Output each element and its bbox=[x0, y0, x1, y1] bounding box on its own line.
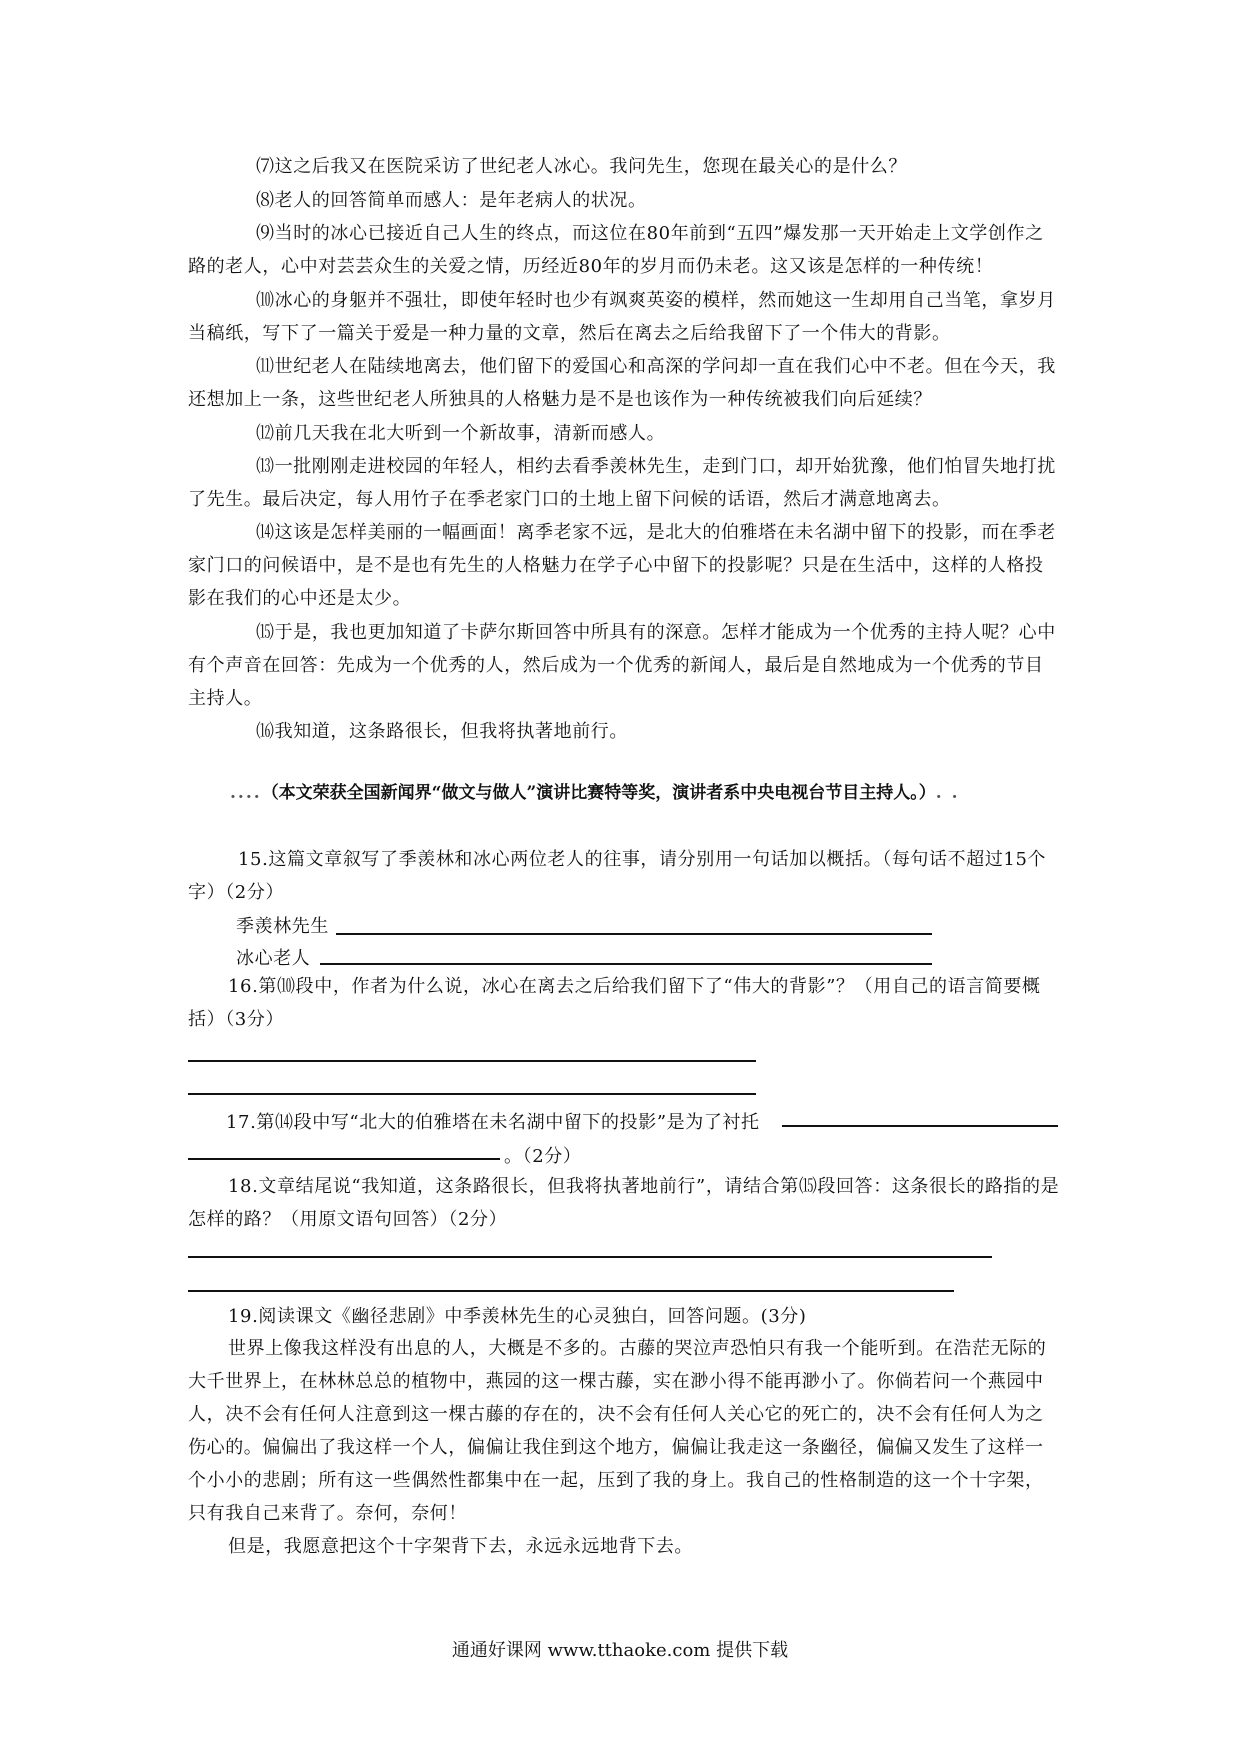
q16-answer-line-2[interactable] bbox=[188, 1093, 756, 1095]
q18-answer-line-1[interactable] bbox=[188, 1256, 992, 1258]
note-dots-right: . . bbox=[935, 783, 960, 803]
paragraph-8: ⑻老人的回答简单而感人：是年老病人的状况。 bbox=[256, 190, 647, 211]
paragraph-10: ⑽冰心的身躯并不强壮，即使年轻时也少有飒爽英姿的模样，然而她这一生却用自己当笔，拿岁月当稿纸，写下了一篇关于爱是一种力量的文章，然后在离去之后给我留下了一个伟大的背影。 bbox=[188, 290, 1056, 344]
paragraph-9: ⑼当时的冰心已接近自己人生的终点，而这位在80年前到“五四”爆发那一天开始走上文学创作之路的老人，心中对芸芸众生的关爱之情，历经近80年的岁月而仍未老。这又该是怎样的一种传统！ bbox=[188, 223, 1044, 277]
note-dots-left: .... bbox=[230, 783, 262, 803]
q16-answer-line-1[interactable] bbox=[188, 1060, 756, 1062]
question-19: 19.阅读课文《幽径悲剧》中季羡林先生的心灵独白，回答问题。(3分) bbox=[228, 1306, 807, 1327]
paragraph-11: ⑾世纪老人在陆续地离去，他们留下的爱国心和高深的学问却一直在我们心中不老。但在今天，我还想加上一条，这些世纪老人所独具的人格魅力是不是也该作为一种传统被我们向后延续？ bbox=[188, 356, 1056, 410]
source-note-text: （本文荣获全国新闻界“做文与做人”演讲比赛特等奖，演讲者系中央电视台节目主持人。） bbox=[261, 783, 936, 803]
footer: 通通好课网 www.tthaoke.com 提供下载 bbox=[451, 1640, 789, 1661]
q15-answer-line-2[interactable] bbox=[320, 963, 932, 965]
q15-answer-line-1[interactable] bbox=[336, 933, 932, 935]
paragraph-15: ⒂于是，我也更加知道了卡萨尔斯回答中所具有的深意。怎样才能成为一个优秀的主持人呢？心中有个声音在回答：先成为一个优秀的人，然后成为一个优秀的新闻人，最后是自然地成为一个优秀的节目主持人。 bbox=[188, 622, 1056, 709]
paragraph-12: ⑿前几天我在北大听到一个新故事，清新而感人。 bbox=[256, 423, 666, 444]
q17-answer-line-2[interactable] bbox=[188, 1158, 500, 1160]
paragraph-13: ⒀一批刚刚走进校园的年轻人，相约去看季羡林先生，走到门口，却开始犹豫，他们怕冒失地打扰了先生。最后决定，每人用竹子在季老家门口的土地上留下问候的话语，然后才满意地离去。 bbox=[188, 456, 1056, 510]
paragraph-7: ⑺这之后我又在医院采访了世纪老人冰心。我问先生，您现在最关心的是什么？ bbox=[256, 156, 907, 177]
q17-score: 。（2分） bbox=[504, 1146, 582, 1167]
q17-answer-line-1[interactable] bbox=[782, 1125, 1058, 1127]
paragraph-16: ⒃我知道，这条路很长，但我将执著地前行。 bbox=[256, 721, 628, 742]
question-15: 15.这篇文章叙写了季羡林和冰心两位老人的往事，请分别用一句话加以概括。（每句话不超过15个字）（2分） bbox=[188, 849, 1047, 903]
q15-label-bing: 冰心老人 bbox=[236, 948, 311, 969]
q19-passage-end: 但是，我愿意把这个十字架背下去，永远永远地背下去。 bbox=[228, 1536, 693, 1557]
question-18: 18.文章结尾说“我知道，这条路很长，但我将执著地前行”，请结合第⒂段回答：这条很长的路指的是怎样的路？（用原文语句回答）（2分） bbox=[188, 1176, 1060, 1230]
source-note bbox=[230, 777, 1070, 810]
q18-answer-line-2[interactable] bbox=[188, 1290, 954, 1292]
paragraph-14: ⒁这该是怎样美丽的一幅画面！离季老家不远，是北大的伯雅塔在未名湖中留下的投影，而在季老家门口的问候语中，是不是也有先生的人格魅力在学子心中留下的投影呢？只是在生活中，这样的人格投影在我们的心中还是太少。 bbox=[188, 522, 1056, 609]
question-16: 16.第⑽段中，作者为什么说，冰心在离去之后给我们留下了“伟大的背影”？（用自己的语言简要概括）（3分） bbox=[188, 976, 1041, 1030]
question-17: 17.第⒁段中写“北大的伯雅塔在未名湖中留下的投影”是为了衬托 bbox=[226, 1112, 760, 1133]
q15-label-ji: 季羡林先生 bbox=[236, 916, 329, 937]
q19-passage: 世界上像我这样没有出息的人，大概是不多的。古藤的哭泣声恐怕只有我一个能听到。在浩茫无际的大千世界上，在林林总总的植物中，燕园的这一棵古藤，实在渺小得不能再渺小了。你倘若问一个燕园中人，决不会有任何人注意到这一棵古藤的存在的，决不会有任何人关心它的死亡的，决不会有任何人为之伤心的。偏偏出了我这样一个人，偏偏让我住到这个地方，偏偏让我走这一条幽径，偏偏又发生了这样一个小小的悲剧；所有这一些偶然性都集中在一起，压到了我的身上。我自己的性格制造的这一个十字架，只有我自己来背了。奈何，奈何！ bbox=[188, 1338, 1047, 1524]
